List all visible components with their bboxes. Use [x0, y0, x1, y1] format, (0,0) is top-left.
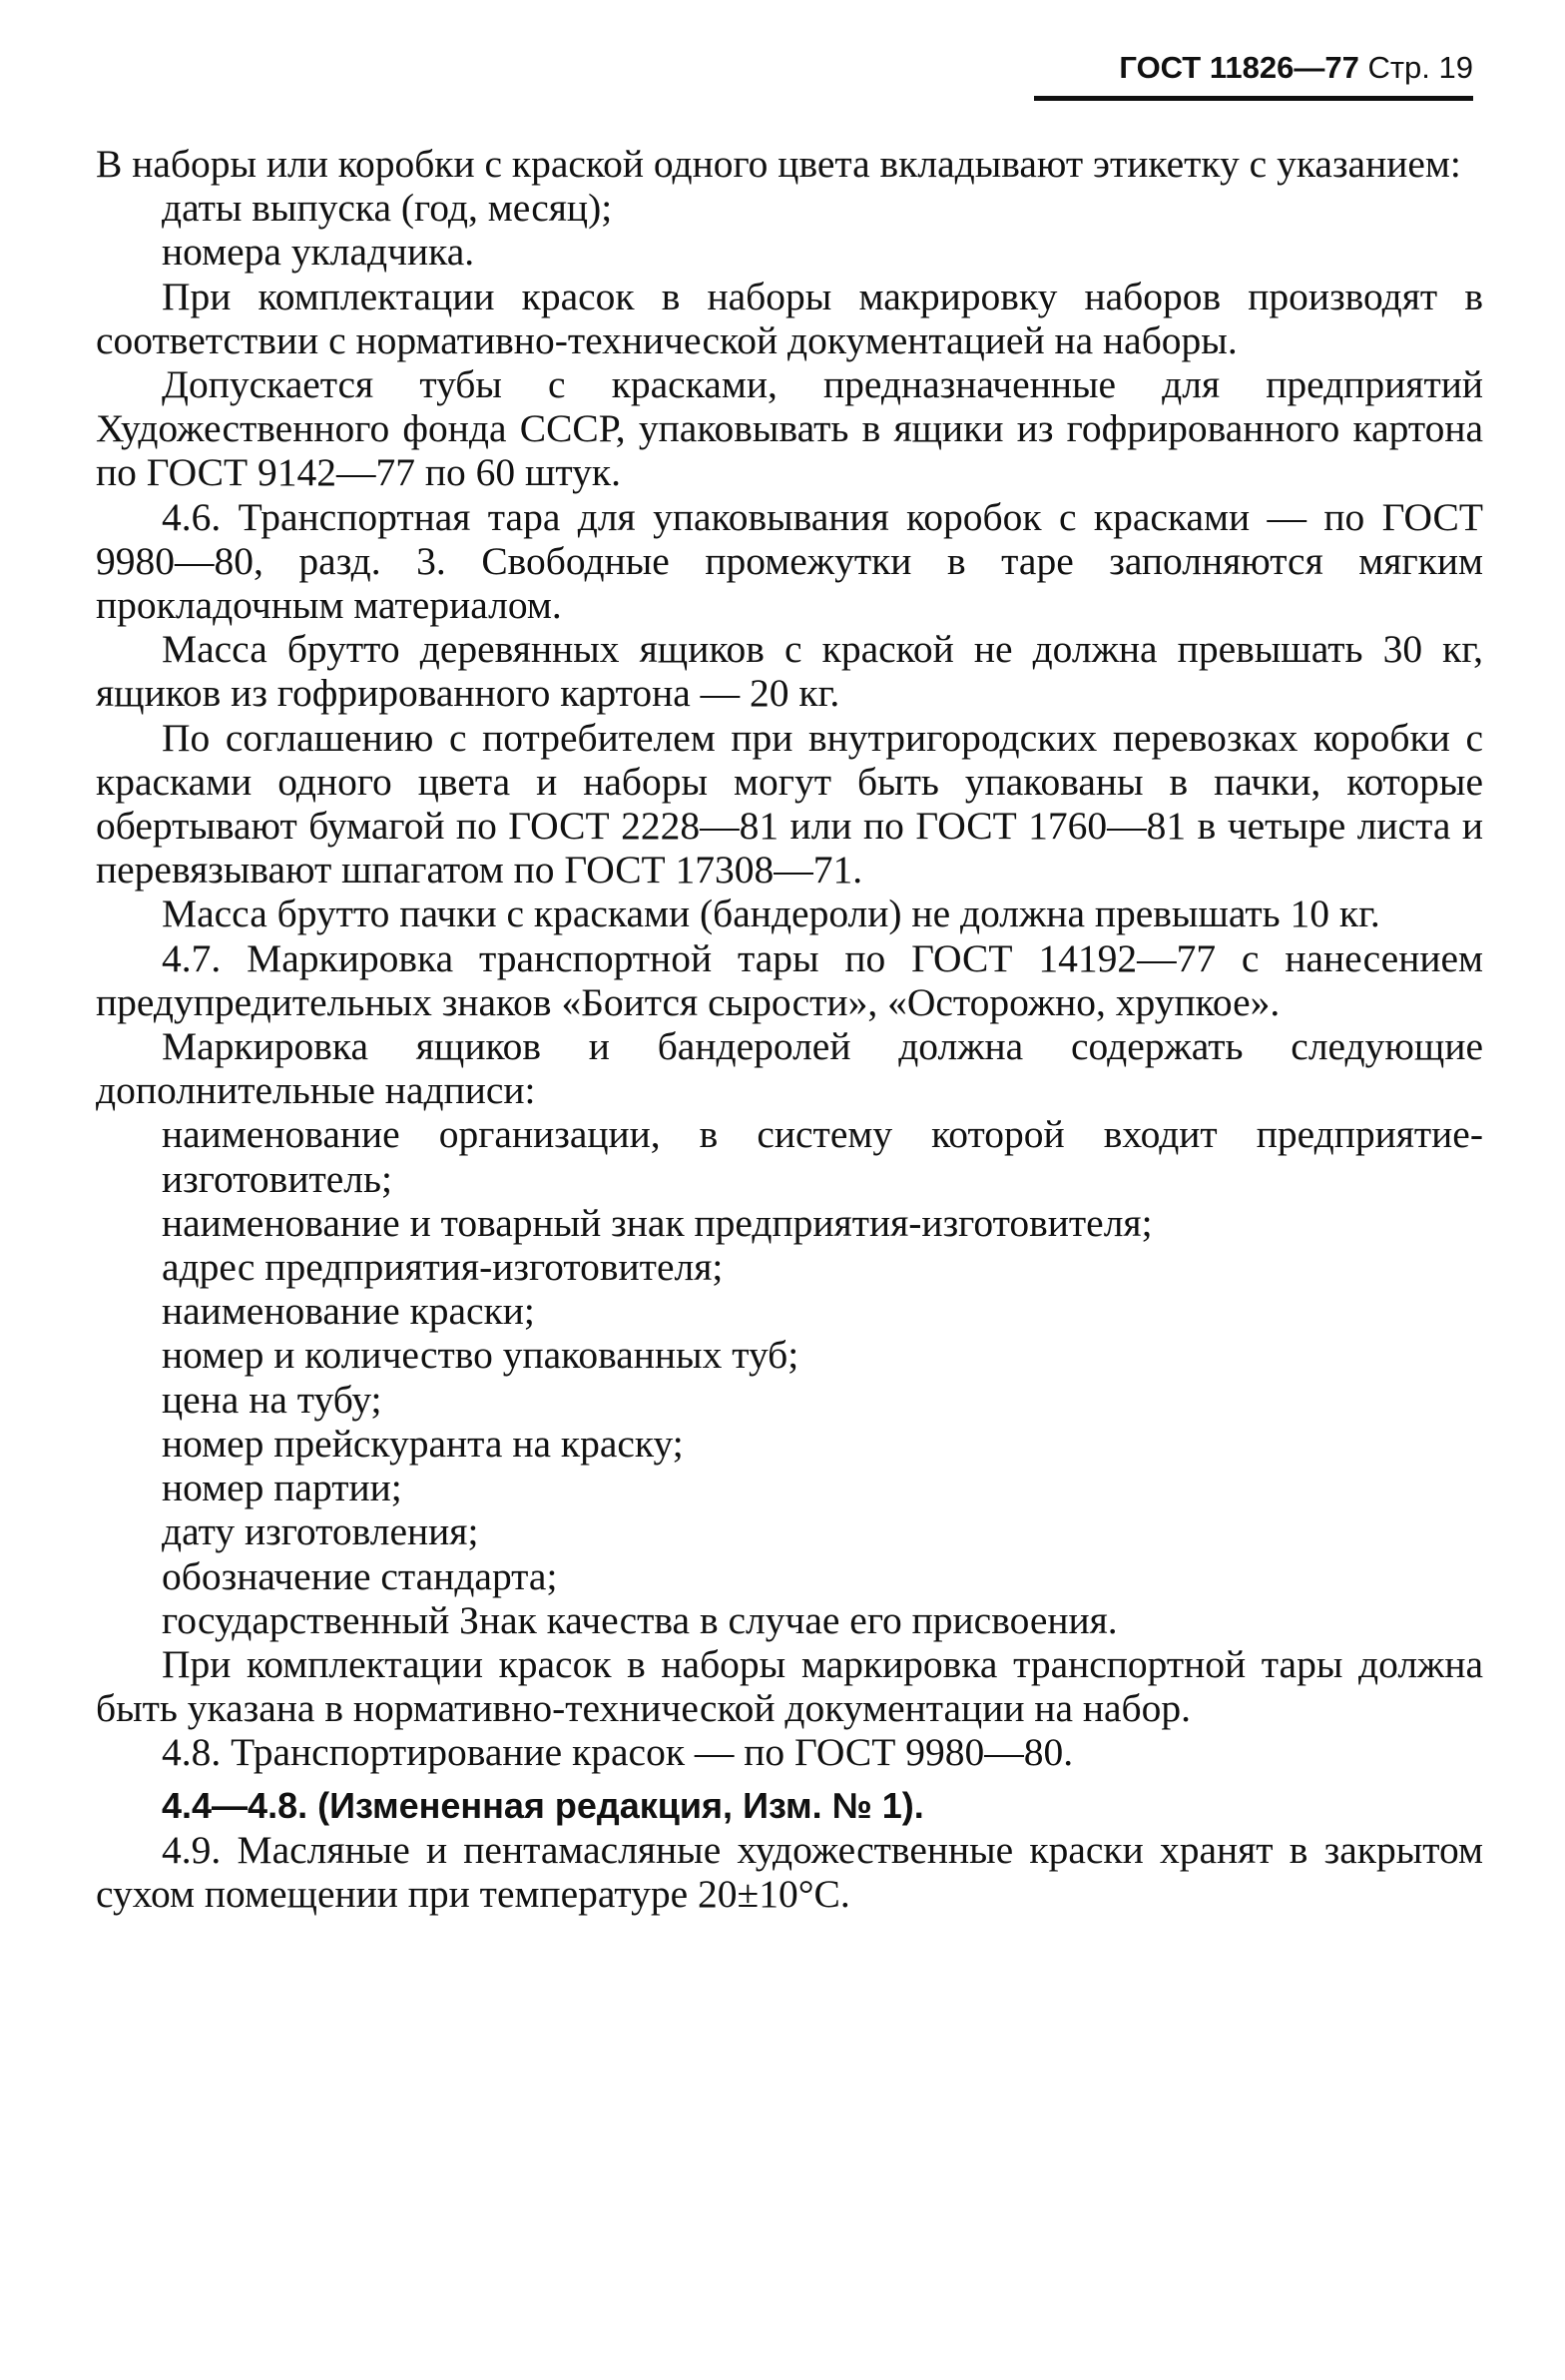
header-rule [1034, 96, 1473, 101]
page-header [1034, 48, 1473, 101]
clause-4-9: 4.9. Масляные и пентамасляные художественные краски хранят в закрытом сухом помещении при температуре 20±10°С. [96, 1827, 1483, 1916]
list-item-trademark: наименование и товарный знак предприятия-изготовителя; [162, 1200, 1153, 1245]
paragraph-art-fund-packing: Допускается тубы с красками, предназначенные для предприятий Художественного фонда СССР, упаковывать в ящики из гофрированного картона по ГОСТ 9142—77 по 60 штук. [96, 362, 1483, 495]
list-item-address: адрес предприятия-изготовителя; [162, 1245, 724, 1290]
amendment-note-text: 4.4—4.8. (Измененная редакция, Изм. № 1). [162, 1784, 924, 1826]
list-item-packer-number: номера укладчика. [162, 230, 475, 275]
list-item-standard-designation: обозначение стандарта; [162, 1553, 558, 1598]
list-item-batch-number: номер партии; [162, 1466, 402, 1510]
list-item-tube-count: номер и количество упакованных туб; [162, 1333, 799, 1378]
amendment-note [96, 1783, 1483, 1828]
clause-4-8: 4.8. Транспортирование красок — по ГОСТ 9980—80. [162, 1730, 1074, 1775]
paragraph-set-transport-marking: При комплектации красок в наборы маркировка транспортной тары должна быть указана в нормативно-технической документации на набор. [96, 1641, 1483, 1731]
list-item-price-list: номер прейскуранта на краску; [162, 1421, 684, 1466]
clause-4-7: 4.7. Маркировка транспортной тары по ГОСТ 14192—77 с нанесением предупредительных знаков «Боится сырости», «Осторожно, хрупкое». [96, 935, 1483, 1024]
list-item-quality-mark: государственный Знак качества в случае его присвоения. [162, 1597, 1118, 1642]
standard-code: ГОСТ 11826—77 [1119, 50, 1359, 85]
header-line [1034, 48, 1473, 88]
paragraph-labels-intro: В наборы или коробки с краской одного цвета вкладывают этикетку с указанием: [96, 142, 1461, 186]
paragraph-parcel-gross-mass: Масса брутто пачки с красками (бандероли) не должна превышать 10 кг. [162, 892, 1380, 936]
clause-4-6: 4.6. Транспортная тара для упаковывания коробок с красками — по ГОСТ 9980—80, разд. 3. Свободные промежутки в таре заполняются мягким прокладочным материалом. [96, 494, 1483, 628]
list-item-paint-name: наименование краски; [162, 1289, 535, 1334]
paragraph-set-marking: При комплектации красок в наборы макрировку наборов производят в соответствии с нормативно-технической документацией на наборы. [96, 274, 1483, 362]
paragraph-local-transport: По соглашению с потребителем при внутригородских перевозках коробки с красками одного цвета и наборы могут быть упакованы в пачки, которые обертывают бумагой по ГОСТ 2228—81 или по ГОСТ 1760—81 в четыре листа и перевязывают шпагатом по ГОСТ 17308—71. [96, 715, 1483, 892]
list-item-organization-text: наименование организации, в систему которой входит предприятие-изготовитель; [162, 1112, 1483, 1201]
list-item-manufacture-date: дату изготовления; [162, 1509, 479, 1554]
list-item-tube-price: цена на тубу; [162, 1377, 382, 1422]
page-body [96, 142, 1483, 1916]
paragraph-box-gross-mass: Масса брутто деревянных ящиков с краской не должна превышать 30 кг, ящиков из гофрированного картона — 20 кг. [96, 627, 1483, 716]
paragraph-marking-inscriptions: Маркировка ящиков и бандеролей должна содержать следующие дополнительные надписи: [96, 1024, 1483, 1113]
page-number: Стр. 19 [1367, 50, 1473, 85]
list-item-organization [96, 1112, 1483, 1200]
list-item-release-date: даты выпуска (год, месяц); [162, 186, 613, 231]
